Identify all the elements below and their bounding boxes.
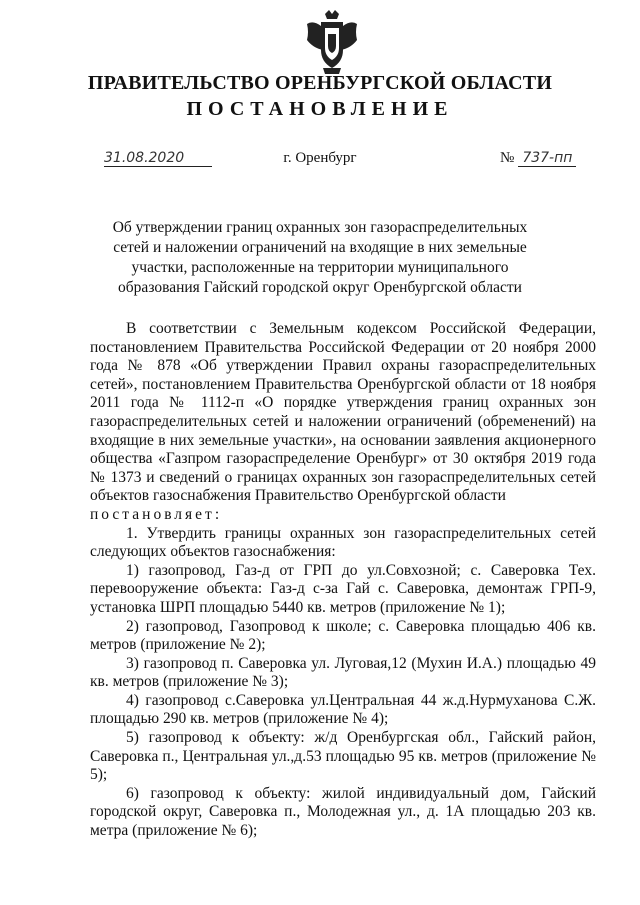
list-item: 2) газопровод, Газопровод к школе; с. Саверовка площадью 406 кв. метров (приложение № 2); (90, 617, 596, 654)
document-number (500, 150, 576, 167)
number-value: 737-пп (518, 150, 576, 167)
number-prefix: № (500, 150, 515, 166)
document-body (90, 320, 596, 841)
document-type: ПОСТАНОВЛЕНИЕ (186, 98, 454, 120)
document-city: г. Оренбург (283, 150, 357, 166)
organization-name: ПРАВИТЕЛЬСТВО ОРЕНБУРГСКОЙ ОБЛАСТИ (87, 72, 553, 94)
intro-paragraph: В соответствии с Земельным кодексом Российской Федерации, постановлением Правительства Российской Федерации от 20 ноября 2000 года № 878 «Об утверждении Правил охраны газораспределительных сетей», постановлением Правительства Оренбургской области от 18 ноября 2011 года № 1112-п «О порядке утверждения границ охранных зон газораспределительных сетей и наложении ограничений (обременений) на входящие в них земельные участки», на основании заявления акционерного общества «Газпром газораспределение Оренбург» от 30 октября 2019 года № 1373 и сведений о границах охранных зон газораспределительных сетей объектов газоснабжения Правительство Оренбургской области (90, 320, 596, 505)
decree-word: постановляет: (90, 505, 223, 523)
document-date: 31.08.2020 (104, 150, 212, 167)
list-item: 3) газопровод п. Саверовка ул. Луговая,12 (Мухин И.А.) площадью 49 кв. метров (приложение № 3); (90, 654, 596, 691)
list-item: 1) газопровод, Газ-д от ГРП до ул.Совхозной; с. Саверовка Тех. перевооружение объекта: Газ-д с-за Гай с. Саверовка, демонтаж ГРП-9, установка ШРП площадью 5440 кв. метров (приложение № 1); (90, 561, 596, 616)
coat-of-arms-icon (303, 10, 361, 74)
list-item: 1. Утвердить границы охранных зон газораспределительных сетей следующих объектов газоснабжения: (90, 524, 596, 561)
list-item: 4) газопровод с.Саверовка ул.Центральная 44 ж.д.Нурмуханова С.Ж. площадью 290 кв. метров (приложение № 4); (90, 691, 596, 728)
document-subject: Об утверждении границ охранных зон газораспределительных сетей и наложении ограничений на входящие в них земельные участки, расположенные на территории муниципального образования Гайский городской округ Оренбургской области (112, 219, 528, 296)
list-item: 6) газопровод к объекту: жилой индивидуальный дом, Гайский городской округ, Саверовка п., Молодежная ул., д. 1А площадью 203 кв. метра (приложение № 6); (90, 784, 596, 840)
list-item: 5) газопровод к объекту: ж/д Оренбургская обл., Гайский район, Саверовка п., Центральная ул.,д.53 площадью 95 кв. метров (приложение № 5); (90, 729, 596, 784)
